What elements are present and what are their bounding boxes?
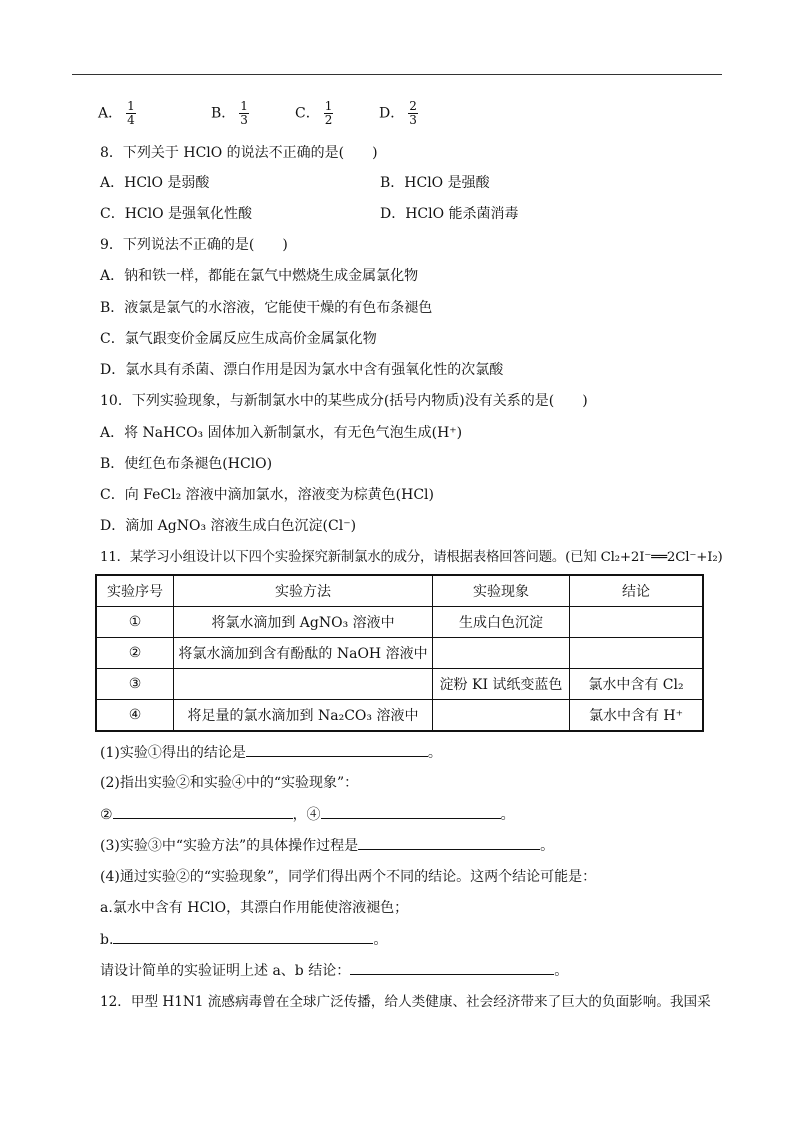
table-cell: 氯水中含有 Cl₂: [570, 669, 704, 700]
q8-option-b: B．HClO 是强酸: [380, 175, 490, 191]
q11-part2: (2)指出实验②和实验④中的“实验现象”：: [100, 775, 359, 791]
fraction: $\frac{1}{2}$: [324, 99, 333, 127]
table-cell: ③: [96, 669, 174, 700]
q11-part3: (3)实验③中“实验方法”的具体操作过程是 。: [100, 835, 554, 856]
q7-option-a: A． $\frac{1}{4}$: [98, 99, 135, 127]
table-cell: 将足量的氯水滴加到 Na₂CO₃ 溶液中: [174, 700, 433, 732]
table-cell: [570, 638, 704, 669]
q7-option-b: B． $\frac{1}{3}$: [211, 99, 248, 127]
answer-blank: [358, 835, 540, 850]
q11-stem: 11．某学习小组设计以下四个实验探究新制氯水的成分，请根据表格回答问题。(已知 Cl₂+2I⁻══2Cl⁻+I₂): [100, 550, 723, 565]
table-row: [96, 638, 703, 669]
table-cell: 氯水中含有 H⁺: [570, 700, 704, 732]
q11-part4: (4)通过实验②的“实验现象”，同学们得出两个不同的结论。这两个结论可能是：: [100, 869, 597, 885]
q10-option-d: D．滴加 AgNO₃ 溶液生成白色沉淀(Cl⁻): [100, 518, 357, 534]
q10-option-a: A．将 NaHCO₃ 固体加入新制氯水，有无色气泡生成(H⁺): [100, 425, 463, 441]
q10-option-c: C．向 FeCl₂ 溶液中滴加氯水，溶液变为棕黄色(HCl): [100, 487, 434, 503]
table-cell: 将氯水滴加到 AgNO₃ 溶液中: [174, 607, 433, 638]
q8-option-a: A．HClO 是弱酸: [100, 175, 210, 191]
answer-blank: [350, 960, 554, 975]
q11-part4-a: a.氯水中含有 HClO，其漂白作用能使溶液褪色；: [100, 900, 409, 916]
q11-part2-answers: ② ，④ 。: [100, 804, 515, 825]
q10-option-b: B．使红色布条褪色(HClO): [100, 456, 273, 472]
answer-blank: [113, 804, 293, 819]
q9-option-b: B．液氯是氯气的水溶液，它能使干燥的有色布条褪色: [100, 300, 433, 316]
table-cell: ①: [96, 607, 174, 638]
table-header: 实验现象: [433, 575, 570, 607]
table-cell: 生成白色沉淀: [433, 607, 570, 638]
q11-part1: (1)实验①得出的结论是 。: [100, 742, 442, 763]
q9-option-a: A．钠和铁一样，都能在氯气中燃烧生成金属氯化物: [100, 268, 419, 284]
table-header: 结论: [570, 575, 704, 607]
table-cell: ②: [96, 638, 174, 669]
q11-part4-b: b. 。: [100, 929, 387, 950]
table-cell: ④: [96, 700, 174, 732]
table-header-row: [96, 575, 703, 607]
table-cell: [433, 638, 570, 669]
table-cell: [570, 607, 704, 638]
table-row: [96, 669, 703, 700]
table-cell: 淀粉 KI 试纸变蓝色: [433, 669, 570, 700]
q8-option-c: C．HClO 是强氧化性酸: [100, 206, 253, 222]
table-row: [96, 607, 703, 638]
table-header: 实验方法: [174, 575, 433, 607]
q11-part5: 请设计简单的实验证明上述 a、b 结论： 。: [100, 960, 568, 981]
table-cell: [433, 700, 570, 732]
q9-stem: 9．下列说法不正确的是( ): [100, 237, 288, 253]
q9-option-d: D．氯水具有杀菌、漂白作用是因为氯水中含有强氧化性的次氯酸: [100, 362, 504, 378]
fraction: $\frac{1}{3}$: [240, 99, 248, 127]
table-header: 实验序号: [96, 575, 174, 607]
table-row: [96, 700, 703, 732]
q9-option-c: C．氯气跟变价金属反应生成高价金属氯化物: [100, 331, 377, 347]
table-cell: 将氯水滴加到含有酚酞的 NaOH 溶液中: [174, 638, 433, 669]
table-cell: [174, 669, 433, 700]
q12-stem: 12．甲型 H1N1 流感病毒曾在全球广泛传播，给人类健康、社会经济带来了巨大的负面影响。我国采: [100, 994, 711, 1010]
q10-stem: 10．下列实验现象，与新制氯水中的某些成分(括号内物质)没有关系的是( ): [100, 393, 588, 409]
answer-blank: [113, 929, 373, 944]
answer-blank: [321, 804, 501, 819]
q8-option-d: D．HClO 能杀菌消毒: [380, 206, 519, 222]
fraction: $\frac{1}{4}$: [127, 99, 135, 127]
q7-option-d: D． $\frac{2}{3}$: [379, 99, 417, 127]
fraction: $\frac{2}{3}$: [409, 99, 417, 127]
header-rule: [72, 74, 722, 75]
answer-blank: [246, 742, 428, 757]
q7-option-c: C． $\frac{1}{2}$: [295, 99, 333, 127]
experiment-table: [95, 574, 704, 732]
q8-stem: 8．下列关于 HClO 的说法不正确的是( ): [100, 145, 378, 161]
